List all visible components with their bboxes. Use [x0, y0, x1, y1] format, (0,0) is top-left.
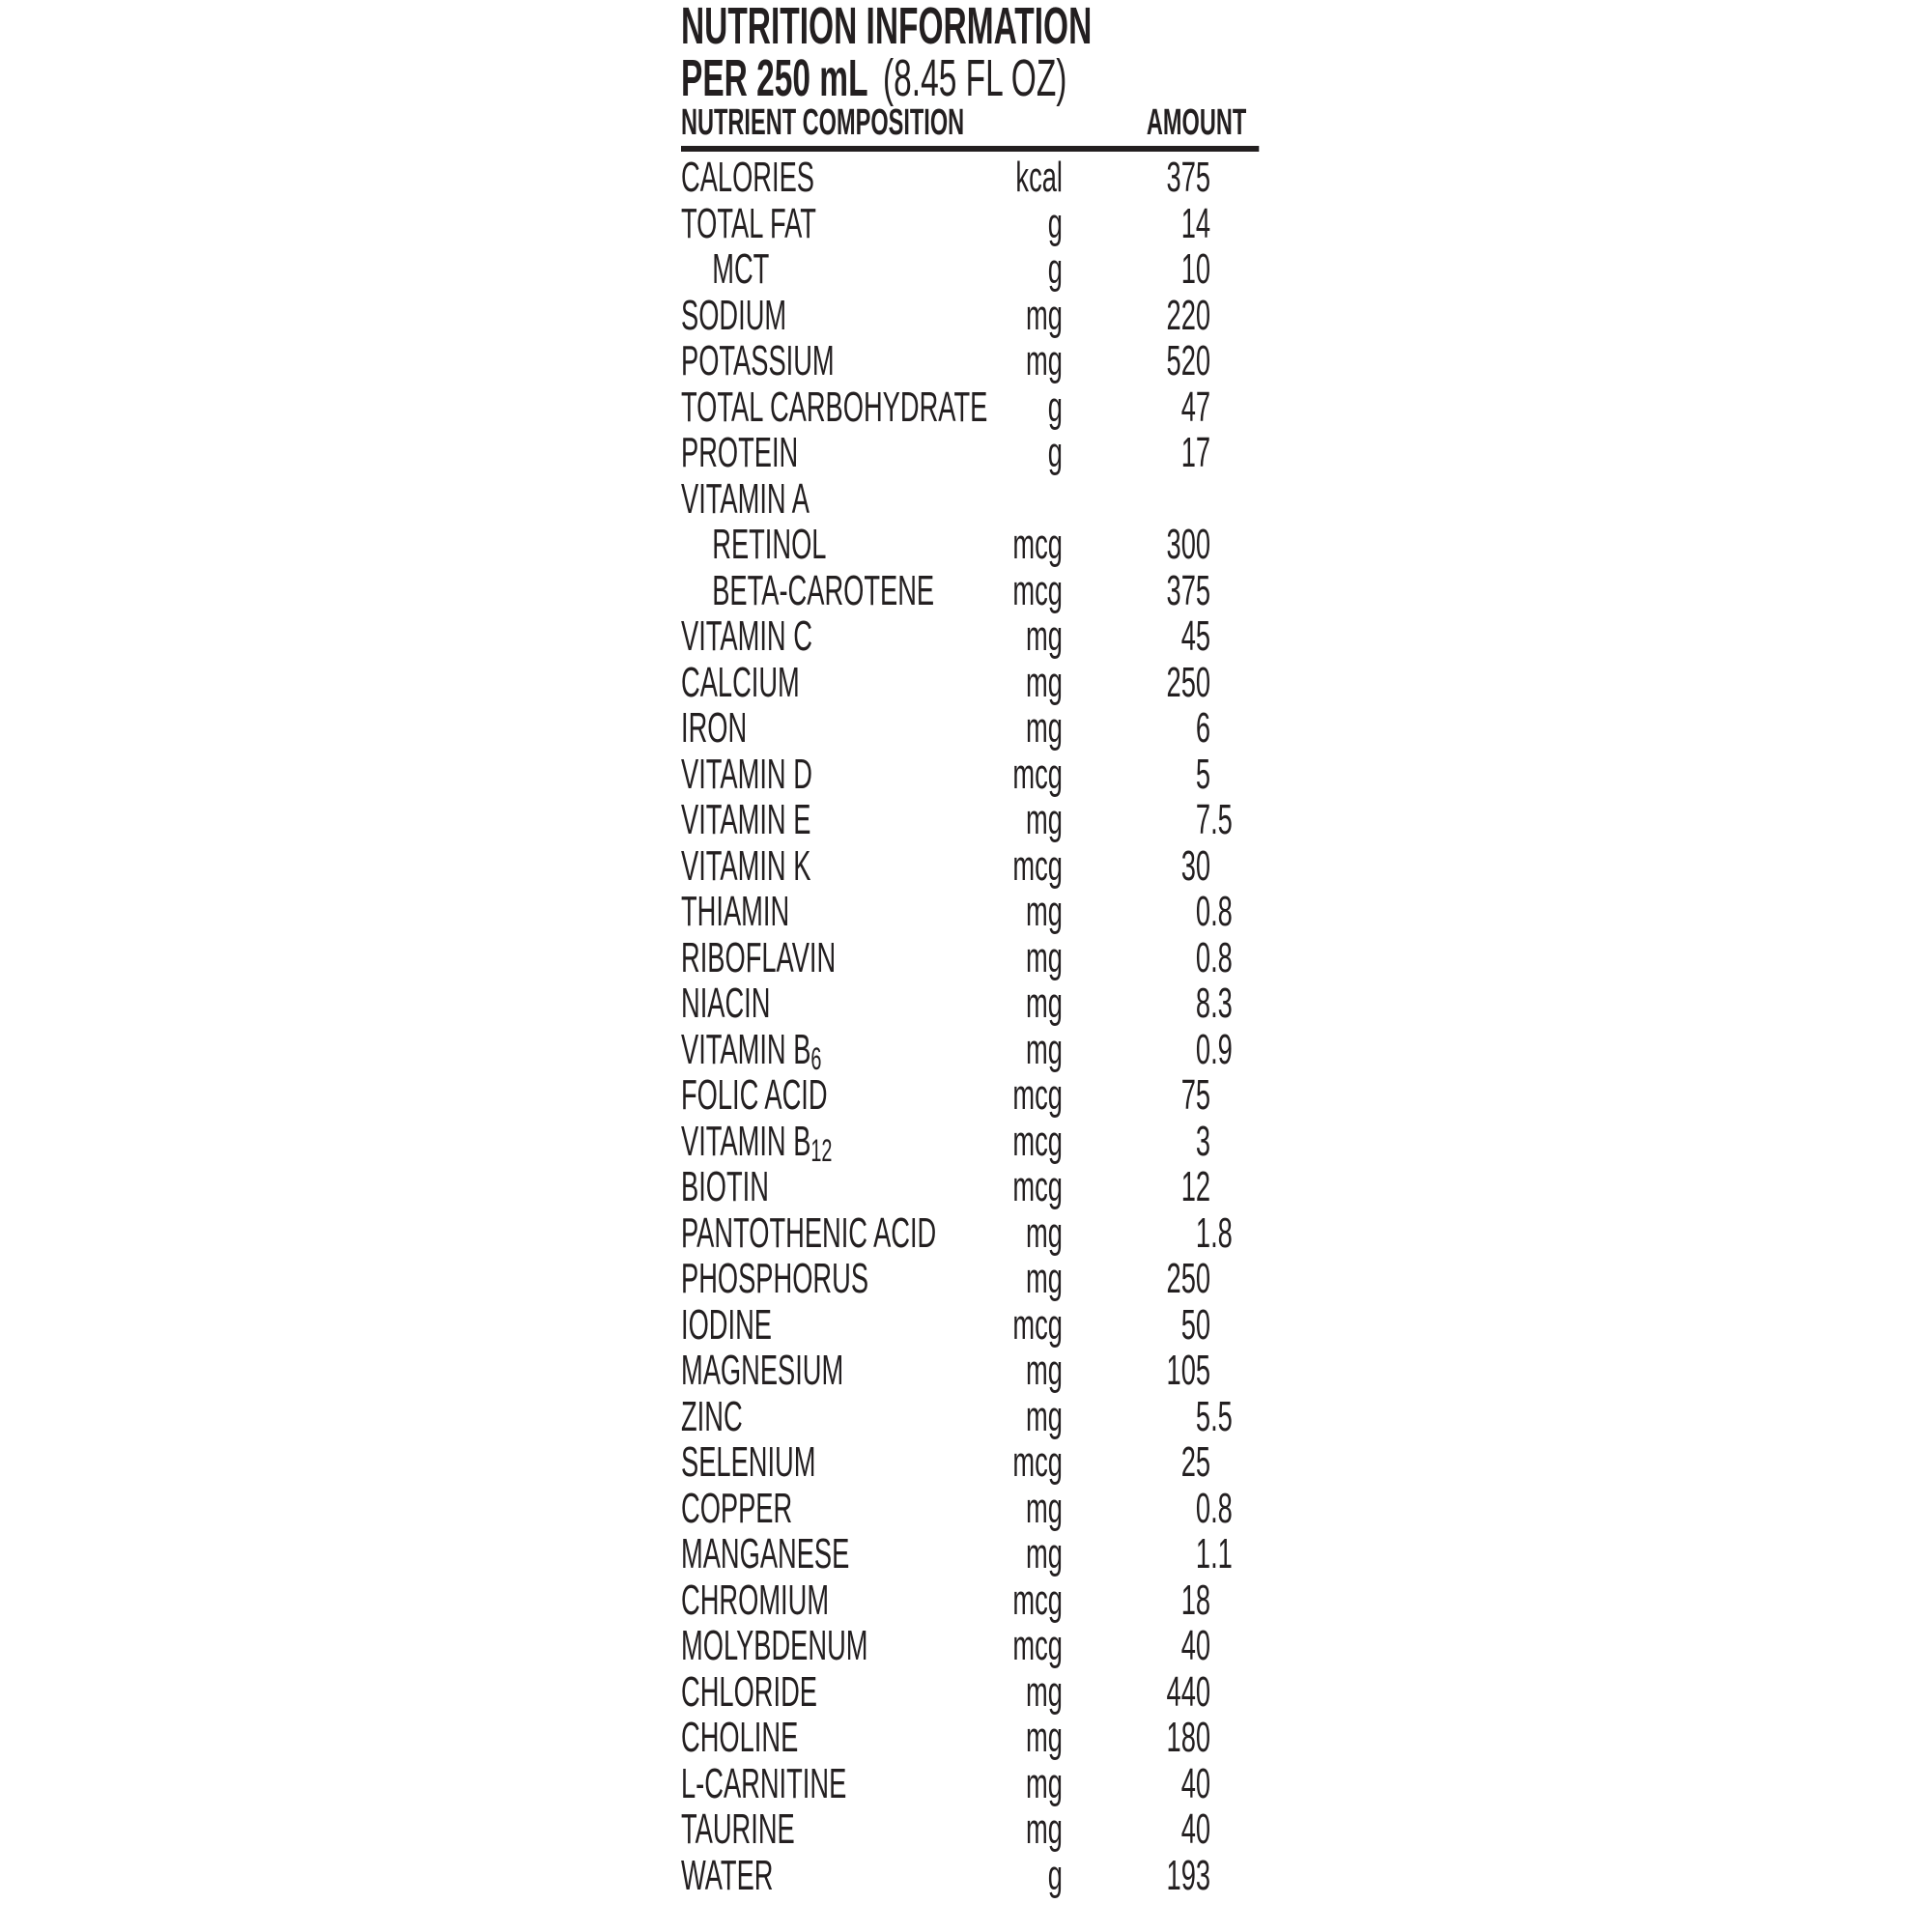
table-row: [681, 1164, 1259, 1210]
nutrient-unit: mcg: [1012, 1438, 1063, 1486]
nutrient-unit: mg: [1026, 1530, 1063, 1577]
serving-size: [681, 49, 1259, 107]
amount-fraction: .5: [1210, 1392, 1233, 1440]
amount-integer: 0: [1195, 1484, 1211, 1532]
table-row: [681, 246, 1259, 293]
table-row: [681, 980, 1259, 1027]
table-row: [681, 843, 1259, 890]
nutrient-unit: mg: [1026, 1025, 1063, 1073]
table-row: [681, 430, 1259, 476]
nutrient-name: FOLIC ACID: [681, 1071, 828, 1119]
nutrient-unit: mcg: [1012, 1576, 1063, 1624]
table-row: [681, 889, 1259, 935]
nutrient-name: PHOSPHORUS: [681, 1255, 869, 1302]
table-row: [681, 1715, 1259, 1761]
nutrient-unit: mcg: [1012, 1163, 1063, 1210]
nutrient-name: IRON: [681, 704, 748, 752]
table-column-headers: [681, 104, 1259, 141]
nutrient-name: TAURINE: [681, 1805, 795, 1853]
amount-integer: 50: [1180, 1300, 1211, 1349]
column-header-nutrient: NUTRIENT COMPOSITION: [681, 102, 965, 143]
nutrient-unit: mg: [1026, 1714, 1063, 1761]
amount-integer: 40: [1180, 1622, 1211, 1669]
nutrient-unit: mcg: [1012, 841, 1063, 890]
nutrient-name: NIACIN: [681, 980, 771, 1027]
nutrient-unit: g: [1047, 245, 1063, 293]
nutrient-unit: mg: [1026, 612, 1063, 660]
table-row: [681, 293, 1259, 339]
nutrient-unit: mg: [1026, 1392, 1063, 1440]
nutrient-name: VITAMIN B6: [681, 1025, 822, 1076]
table-row: [681, 384, 1259, 431]
amount-integer: 440: [1166, 1667, 1211, 1716]
amount-integer: 1: [1195, 1530, 1211, 1577]
nutrient-unit: mcg: [1012, 1117, 1063, 1165]
amount-integer: 18: [1180, 1576, 1211, 1624]
nutrient-unit: mcg: [1012, 750, 1063, 798]
serving-size-note: (8.45 FL OZ): [883, 49, 1067, 107]
amount-integer: 193: [1166, 1851, 1211, 1899]
nutrient-name: L-CARNITINE: [681, 1759, 847, 1807]
amount-integer: 40: [1180, 1805, 1211, 1853]
amount-fraction: .8: [1210, 1484, 1233, 1532]
amount-integer: 47: [1180, 383, 1211, 431]
nutrient-unit: mg: [1026, 888, 1063, 935]
nutrient-unit: g: [1047, 429, 1063, 476]
nutrient-name: CHROMIUM: [681, 1576, 830, 1624]
nutrient-name: PROTEIN: [681, 429, 799, 476]
nutrient-name: CALCIUM: [681, 658, 800, 706]
amount-integer: 7: [1195, 796, 1211, 843]
nutrient-name: CHOLINE: [681, 1714, 799, 1761]
nutrient-name: PANTOTHENIC ACID: [681, 1208, 937, 1257]
amount-integer: 40: [1180, 1759, 1211, 1807]
amount-fraction: .5: [1210, 796, 1233, 843]
amount-integer: 8: [1195, 980, 1211, 1027]
amount-integer: 12: [1180, 1163, 1211, 1210]
nutrient-name: MOLYBDENUM: [681, 1622, 868, 1669]
amount-fraction: .8: [1210, 933, 1233, 981]
table-row: [681, 1669, 1259, 1716]
table-row: [681, 1348, 1259, 1394]
nutrient-unit: mg: [1026, 1667, 1063, 1716]
nutrient-name: MANGANESE: [681, 1530, 850, 1577]
amount-integer: 520: [1166, 337, 1211, 384]
nutrient-unit: mg: [1026, 1759, 1063, 1807]
amount-integer: 0: [1195, 933, 1211, 981]
nutrient-name: WATER: [681, 1851, 774, 1899]
amount-integer: 30: [1180, 841, 1211, 890]
nutrient-name: COPPER: [681, 1484, 793, 1532]
table-row: [681, 1256, 1259, 1302]
nutrient-name: TOTAL FAT: [681, 199, 816, 247]
nutrient-unit: kcal: [1015, 154, 1063, 201]
table-row: [681, 1806, 1259, 1853]
nutrient-name: THIAMIN: [681, 888, 790, 935]
amount-fraction: .9: [1210, 1025, 1233, 1073]
nutrient-unit: g: [1047, 383, 1063, 431]
nutrient-unit: mcg: [1012, 1622, 1063, 1669]
nutrient-name: SODIUM: [681, 291, 787, 339]
amount-integer: 300: [1166, 521, 1211, 568]
table-row: [681, 568, 1259, 614]
header-rule: [681, 146, 1259, 152]
nutrient-name: POTASSIUM: [681, 337, 835, 384]
nutrition-label: [681, 0, 1259, 1898]
nutrient-name: VITAMIN K: [681, 841, 811, 890]
nutrient-name: TOTAL CARBOHYDRATE: [681, 383, 988, 431]
amount-integer: 17: [1180, 429, 1211, 476]
nutrient-table: [681, 155, 1259, 1898]
nutrient-unit: mg: [1026, 1484, 1063, 1532]
nutrient-name: VITAMIN D: [681, 750, 812, 798]
nutrient-unit: mg: [1026, 337, 1063, 384]
amount-fraction: .3: [1210, 980, 1233, 1027]
nutrient-unit: mg: [1026, 1805, 1063, 1853]
nutrient-name: BIOTIN: [681, 1163, 769, 1210]
nutrient-name: RETINOL: [712, 521, 827, 568]
label-title: NUTRITION INFORMATION: [681, 0, 1093, 55]
amount-integer: 6: [1195, 704, 1211, 752]
table-row: [681, 522, 1259, 568]
nutrient-unit: g: [1047, 1851, 1063, 1899]
nutrient-name: CHLORIDE: [681, 1667, 817, 1716]
nutrient-unit: mg: [1026, 796, 1063, 843]
table-row: [681, 338, 1259, 384]
nutrient-unit: mg: [1026, 1347, 1063, 1394]
amount-fraction: .8: [1210, 888, 1233, 935]
amount-integer: 105: [1166, 1347, 1211, 1394]
table-row: [681, 1394, 1259, 1440]
nutrient-name: VITAMIN B12: [681, 1117, 833, 1168]
nutrient-unit: mcg: [1012, 566, 1063, 614]
table-row: [681, 797, 1259, 843]
amount-integer: 14: [1180, 199, 1211, 247]
nutrient-name: MAGNESIUM: [681, 1347, 844, 1394]
amount-integer: 180: [1166, 1714, 1211, 1761]
serving-size-volume: PER 250 mL: [681, 49, 868, 107]
table-row: [681, 705, 1259, 752]
amount-integer: 45: [1180, 612, 1211, 660]
nutrient-unit: mg: [1026, 291, 1063, 339]
nutrient-name: VITAMIN C: [681, 612, 812, 660]
table-row: [681, 1623, 1259, 1669]
amount-integer: 0: [1195, 1025, 1211, 1073]
nutrient-unit: mcg: [1012, 1300, 1063, 1349]
amount-integer: 375: [1166, 566, 1211, 614]
amount-fraction: .8: [1210, 1208, 1233, 1257]
table-row: [681, 935, 1259, 981]
nutrient-unit: g: [1047, 199, 1063, 247]
amount-integer: 220: [1166, 291, 1211, 339]
amount-fraction: .1: [1210, 1530, 1233, 1577]
table-row: [681, 613, 1259, 660]
table-row: [681, 1577, 1259, 1624]
column-header-amount: AMOUNT: [1146, 102, 1247, 143]
nutrient-unit: mcg: [1012, 521, 1063, 568]
table-row: [681, 1761, 1259, 1807]
table-row: [681, 1486, 1259, 1532]
amount-integer: 10: [1180, 245, 1211, 293]
nutrient-name: CALORIES: [681, 154, 814, 201]
table-row: [681, 1117, 1259, 1168]
amount-integer: 375: [1166, 154, 1211, 201]
table-row: [681, 1439, 1259, 1486]
table-row: [681, 1531, 1259, 1577]
table-row: [681, 1302, 1259, 1349]
nutrient-unit: mg: [1026, 1255, 1063, 1302]
nutrient-name: VITAMIN A: [681, 474, 810, 523]
table-row: [681, 1072, 1259, 1119]
nutrient-unit: mg: [1026, 933, 1063, 981]
table-row: [681, 1210, 1259, 1257]
table-row: [681, 476, 1259, 523]
nutrient-unit: mg: [1026, 1208, 1063, 1257]
table-row: [681, 1853, 1259, 1899]
amount-integer: 25: [1180, 1438, 1211, 1486]
nutrient-name: MCT: [712, 245, 770, 293]
amount-integer: 3: [1195, 1117, 1211, 1165]
amount-integer: 5: [1195, 750, 1211, 798]
amount-integer: 5: [1195, 1392, 1211, 1440]
nutrient-unit: mg: [1026, 704, 1063, 752]
table-row: [681, 1025, 1259, 1076]
amount-integer: 250: [1166, 1255, 1211, 1302]
nutrient-name: BETA-CAROTENE: [712, 566, 935, 614]
amount-integer: 250: [1166, 658, 1211, 706]
nutrient-unit: mg: [1026, 980, 1063, 1027]
nutrient-name: ZINC: [681, 1392, 743, 1440]
nutrient-name: SELENIUM: [681, 1438, 816, 1486]
amount-integer: 1: [1195, 1208, 1211, 1257]
table-row: [681, 660, 1259, 706]
table-row: [681, 752, 1259, 798]
nutrient-name: IODINE: [681, 1300, 772, 1349]
nutrient-unit: mcg: [1012, 1071, 1063, 1119]
nutrient-name: RIBOFLAVIN: [681, 933, 837, 981]
table-row: [681, 155, 1259, 201]
amount-integer: 75: [1180, 1071, 1211, 1119]
table-row: [681, 201, 1259, 247]
nutrient-name: VITAMIN E: [681, 796, 811, 843]
nutrient-unit: mg: [1026, 658, 1063, 706]
amount-integer: 0: [1195, 888, 1211, 935]
